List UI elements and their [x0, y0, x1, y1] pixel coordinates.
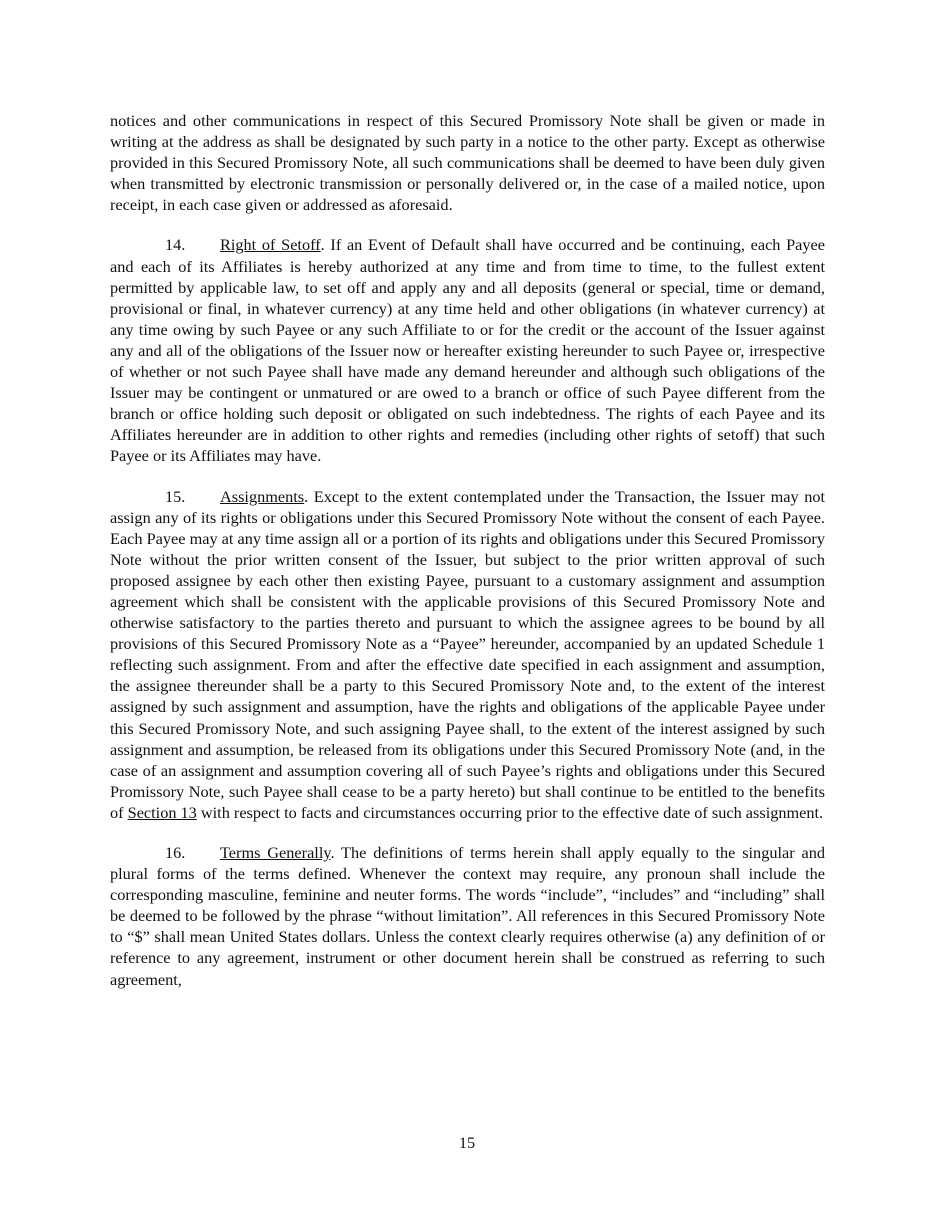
section-number: 15. — [165, 486, 186, 506]
section-body: . The definitions of terms herein shall apply equally to the singular and plural forms of the terms defined. Whenever the context may require, any pronoun shall include the corresponding masculine, feminine and neuter forms. The words “include”, “includes” and “including” shall be deemed to be followed by the phrase “without limitation”. All references in this Secured Promissory Note to “$” shall mean United States dollars. Unless the context clearly requires otherwise (a) any definition of or reference to any agreement, instrument or other document herein shall be construed as referring to such agreement, — [110, 843, 825, 989]
section-number: 16. — [165, 843, 186, 862]
section-16-terms-generally — [110, 842, 825, 990]
page-number: 15 — [458, 1133, 476, 1152]
section-15-assignments — [110, 486, 825, 824]
section-heading: Right of Setoff — [220, 235, 321, 255]
section-body-continued: with respect to facts and circumstances occurring prior to the effective date of such assignment. — [196, 802, 824, 822]
section-number: 14. — [165, 235, 186, 255]
section-heading: Terms Generally — [220, 843, 331, 862]
intro-paragraph: notices and other communications in respect of this Secured Promissory Note shall be given or made in writing at the address as shall be designated by such party in a notice to the other party. Except as otherwise provided in this Secured Promissory Note, all such communications shall be deemed to have been duly given when transmitted by electronic transmission or personally delivered or, in the case of a mailed notice, upon receipt, in each case given or addressed as aforesaid. — [110, 111, 825, 215]
section-13-reference[interactable]: Section 13 — [127, 802, 197, 822]
document-page — [110, 110, 825, 990]
section-14-right-of-setoff — [110, 234, 825, 466]
section-body: . If an Event of Default shall have occurred and be continuing, each Payee and each of its Affiliates is hereby authorized at any time and from time to time, to the fullest extent permitted by applicable law, to set off and apply any and all deposits (general or special, time or demand, provisional or final, in whatever currency) at any time held and other obligations (in whatever currency) at any time owing by such Payee or any such Affiliate to or for the credit or the account of the Issuer against any and all of the obligations of the Issuer now or hereafter existing hereunder to such Payee or, irrespective of whether or not such Payee shall have made any demand hereunder and although such obligations of the Issuer may be contingent or unmatured or are owed to a branch or office of such Payee different from the branch or office holding such deposit or obligated on such indebtedness. The rights of each Payee and its Affiliates hereunder are in addition to other rights and remedies (including other rights of setoff) that such Payee or its Affiliates may have. — [110, 235, 826, 466]
section-heading: Assignments — [220, 486, 305, 506]
section-body: . Except to the extent contemplated under the Transaction, the Issuer may not assign any of its rights or obligations under this Secured Promissory Note without the consent of each Payee. Each Payee may at any time assign all or a portion of its rights and obligations under this Secured Promissory Note without the prior written consent of the Issuer, but subject to the prior written approval of such proposed assignee by each other then existing Payee, pursuant to a customary assignment and assumption agreement which shall be consistent with the applicable provisions of this Secured Promissory Note and otherwise satisfactory to the parties thereto and pursuant to which the assignee agrees to be bound by all provisions of this Secured Promissory Note as a “Payee” hereunder, accompanied by an updated Schedule 1 reflecting such assignment. From and after the effective date specified in each assignment and assumption, the assignee thereunder shall be a party to this Secured Promissory Note and, to the extent of the interest assigned by such assignment and assumption, have the rights and obligations of the applicable Payee under this Secured Promissory Note, and such assigning Payee shall, to the extent of the interest assigned by such assignment and assumption, be released from its obligations under this Secured Promissory Note (and, in the case of an assignment and assumption covering all of such Payee’s rights and obligations under this Secured Promissory Note, such Payee shall cease to be a party hereto) but shall continue to be entitled to the benefits of — [110, 486, 825, 822]
